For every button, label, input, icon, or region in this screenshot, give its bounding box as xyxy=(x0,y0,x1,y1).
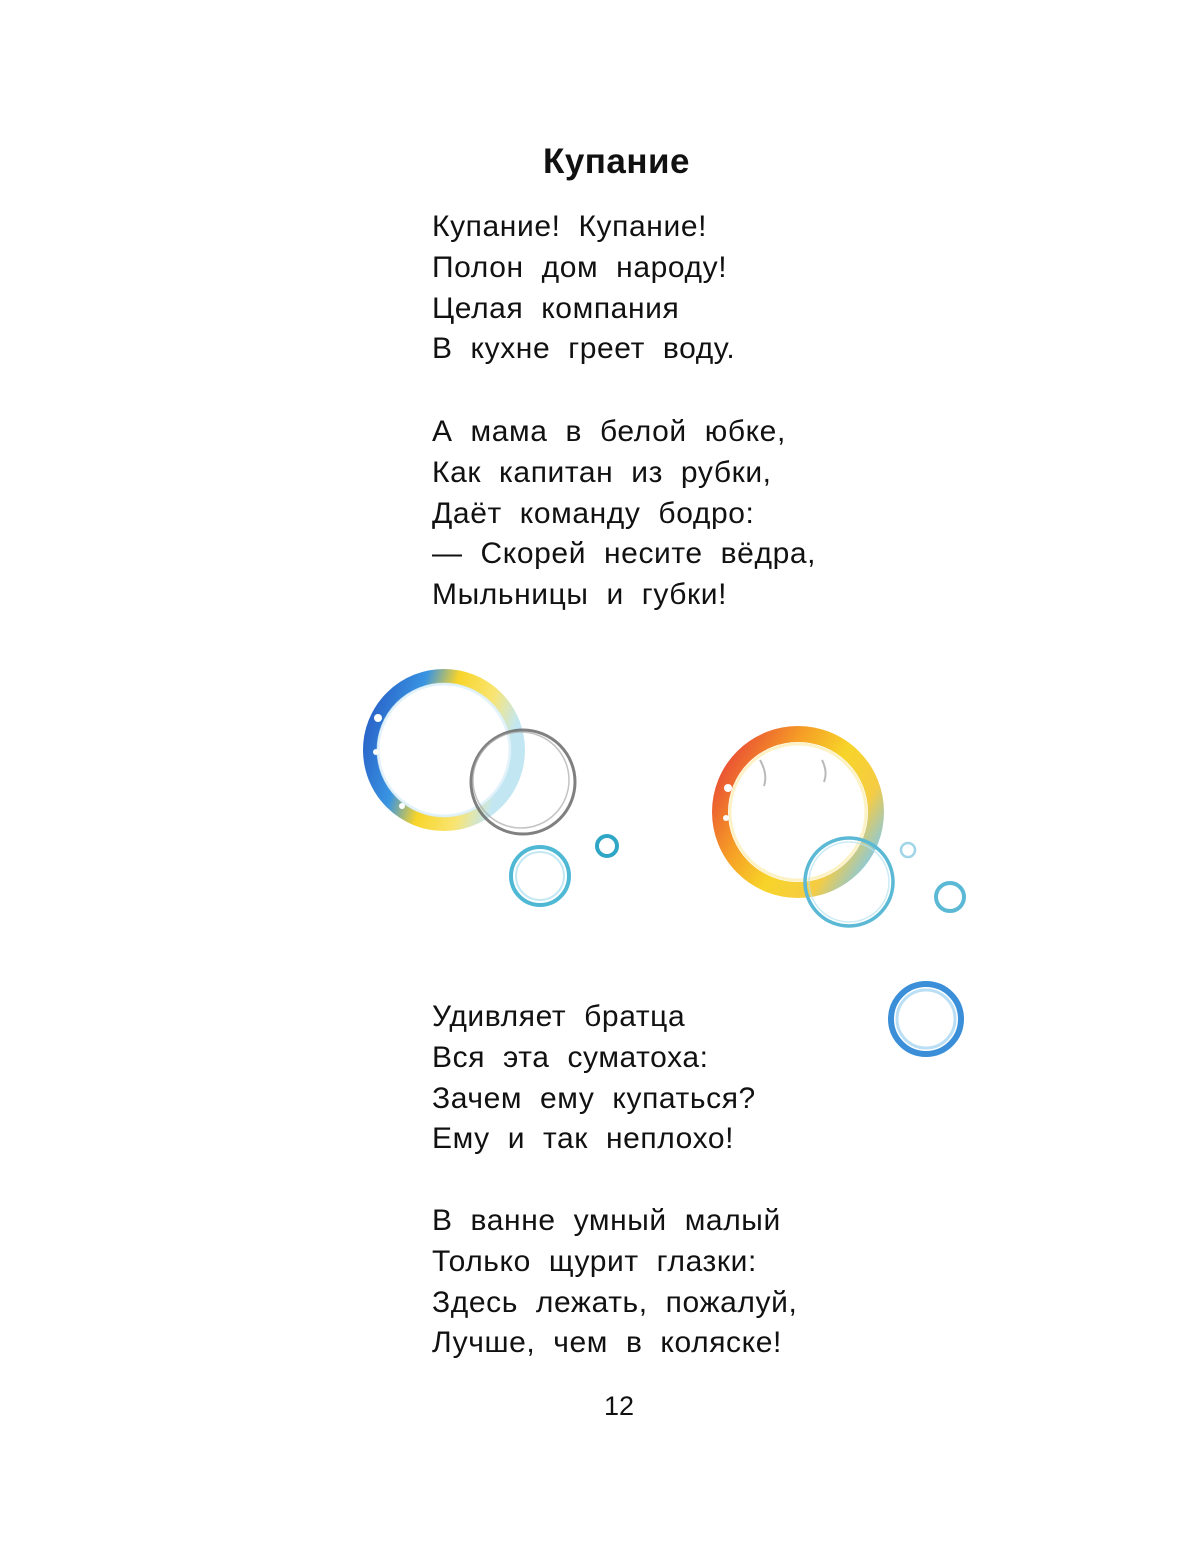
poem-line: Вся эта суматоха: xyxy=(432,1040,709,1074)
bubble-tiny-right xyxy=(901,843,915,857)
bubble-small-right xyxy=(936,883,964,911)
poem-line: В ванне умный малый xyxy=(432,1204,781,1237)
poem-line: Целая компания xyxy=(432,291,680,325)
poem-line: Здесь лежать, пожалуй, xyxy=(432,1285,798,1319)
poem-line: Удивляет братца xyxy=(432,1000,686,1033)
poem-line: Купание! Купание! xyxy=(432,210,708,243)
stanza-1 xyxy=(432,207,735,370)
bubble-large-left xyxy=(370,676,518,824)
poem-line: А мама в белой юбке, xyxy=(432,415,786,448)
bubble-dark-ring xyxy=(471,730,575,834)
poem-line: Как капитан из рубки, xyxy=(432,455,772,489)
bubble-large-right xyxy=(720,734,876,890)
poem-line: Зачем ему купаться? xyxy=(432,1081,756,1115)
page-number: 12 xyxy=(603,1391,635,1421)
poem-line: Полон дом народу! xyxy=(432,250,728,284)
poem-line: Даёт команду бодро: xyxy=(432,496,755,530)
poem-line: Лучше, чем в коляске! xyxy=(432,1326,782,1360)
stanza-3 xyxy=(432,997,756,1160)
poem-line: Только щурит глазки: xyxy=(432,1244,757,1278)
bubble-tiny-teal-left xyxy=(597,836,617,856)
bubble-small-teal-left xyxy=(511,847,569,905)
poem-line: Ему и так неплохо! xyxy=(432,1122,735,1156)
poem-line: Мыльницы и губки! xyxy=(432,578,728,612)
bubble-teal-ring-right xyxy=(805,838,893,926)
bubble-lower-right xyxy=(891,984,961,1054)
stanza-4 xyxy=(432,1201,797,1364)
stanza-2 xyxy=(432,412,816,616)
poem-title: Купание xyxy=(542,142,691,181)
poem-line: — Скорей несите вёдра, xyxy=(432,537,817,571)
poem-line: В кухне греет воду. xyxy=(432,332,736,366)
